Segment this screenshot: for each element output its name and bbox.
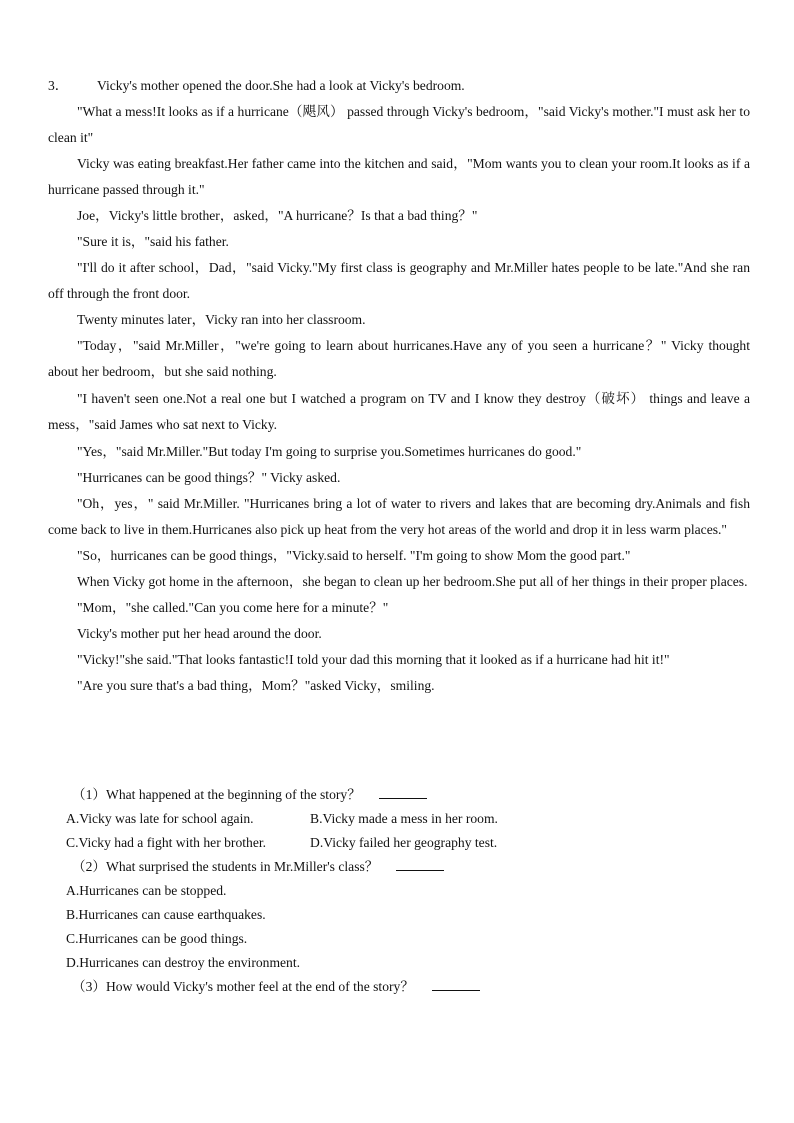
option-c: C.Hurricanes can be good things. bbox=[66, 931, 248, 946]
paragraph: "Are you sure that's a bad thing，Mom？"asked Vicky，smiling. bbox=[77, 677, 435, 693]
option-d: D.Hurricanes can destroy the environment. bbox=[66, 955, 301, 970]
question-3-text: （3）How would Vicky's mother feel at the end of the story？ bbox=[72, 979, 414, 994]
paragraph: "Oh，yes，" said Mr.Miller. "Hurricanes bring a lot of water to rivers and lakes that are becoming dry.Animals and fish come back to live in them.Hurricanes also pick up heat from the very hot areas of the world and drop it in less warm places." bbox=[48, 495, 750, 537]
paragraph: "Vicky!"she said."That looks fantastic!I told your dad this morning that it looked as if a hurricane had hit it!" bbox=[77, 651, 670, 667]
passage-first-line bbox=[48, 73, 750, 99]
option-a: A.Hurricanes can be stopped. bbox=[66, 883, 227, 898]
paragraph: "Today，"said Mr.Miller，"we're going to learn about hurricanes.Have any of you seen a hurricane？" Vicky thought about her bedroom，but she said nothing. bbox=[48, 338, 750, 380]
paragraph: "Mom，"she called."Can you come here for a minute？" bbox=[77, 599, 389, 615]
question-3 bbox=[48, 975, 750, 999]
answer-blank[interactable] bbox=[432, 980, 480, 991]
paragraph: "So，hurricanes can be good things，"Vicky.said to herself. "I'm going to show Mom the good part." bbox=[77, 547, 631, 563]
option-a: A.Vicky was late for school again. bbox=[66, 811, 254, 826]
answer-blank[interactable] bbox=[379, 788, 427, 799]
paragraph: Vicky's mother put her head around the door. bbox=[77, 625, 322, 641]
answer-blank[interactable] bbox=[396, 860, 444, 871]
paragraph: "I haven't seen one.Not a real one but I watched a program on TV and I know they destroy（破坏） things and leave a mess，"said James who sat next to Vicky. bbox=[48, 390, 750, 433]
paragraph: "Hurricanes can be good things？" Vicky asked. bbox=[77, 469, 341, 485]
paragraph: Vicky was eating breakfast.Her father came into the kitchen and said，"Mom wants you to clean your room.It looks as if a hurricane passed through it." bbox=[48, 156, 750, 197]
option-c: C.Vicky had a fight with her brother. bbox=[66, 835, 267, 850]
question-1-options-row-2 bbox=[48, 831, 750, 855]
question-2-text: （2）What surprised the students in Mr.Miller's class？ bbox=[72, 859, 379, 874]
option-b: B.Hurricanes can cause earthquakes. bbox=[66, 907, 266, 922]
reading-passage bbox=[48, 73, 750, 699]
paragraph: Joe，Vicky's little brother，asked，"A hurricane？Is that a bad thing？" bbox=[77, 208, 478, 223]
question-1-options-row-1 bbox=[48, 807, 750, 831]
option-b: B.Vicky made a mess in her room. bbox=[310, 811, 498, 826]
option-d: D.Vicky failed her geography test. bbox=[310, 835, 498, 850]
paragraph: "Yes，"said Mr.Miller."But today I'm going to surprise you.Sometimes hurricanes do good." bbox=[77, 443, 582, 459]
paragraph: Twenty minutes later，Vicky ran into her classroom. bbox=[77, 312, 366, 327]
paragraph: When Vicky got home in the afternoon，she began to clean up her bedroom.She put all of her things in their proper places. bbox=[77, 573, 748, 589]
passage-opening-sentence: Vicky's mother opened the door.She had a look at Vicky's bedroom. bbox=[97, 78, 465, 93]
paragraph: "Sure it is，"said his father. bbox=[77, 234, 229, 249]
question-1 bbox=[48, 783, 750, 807]
paragraph: "What a mess!It looks as if a hurricane（飓风） passed through Vicky's bedroom，"said Vicky's mother."I must ask her to clean it" bbox=[48, 104, 750, 145]
question-2 bbox=[48, 855, 750, 879]
question-1-text: （1）What happened at the beginning of the story？ bbox=[72, 787, 361, 802]
paragraph: "I'll do it after school，Dad，"said Vicky."My first class is geography and Mr.Miller hates people to be late."And she ran off through the front door. bbox=[48, 260, 750, 301]
question-section bbox=[48, 783, 750, 999]
question-number: 3． bbox=[48, 78, 69, 93]
